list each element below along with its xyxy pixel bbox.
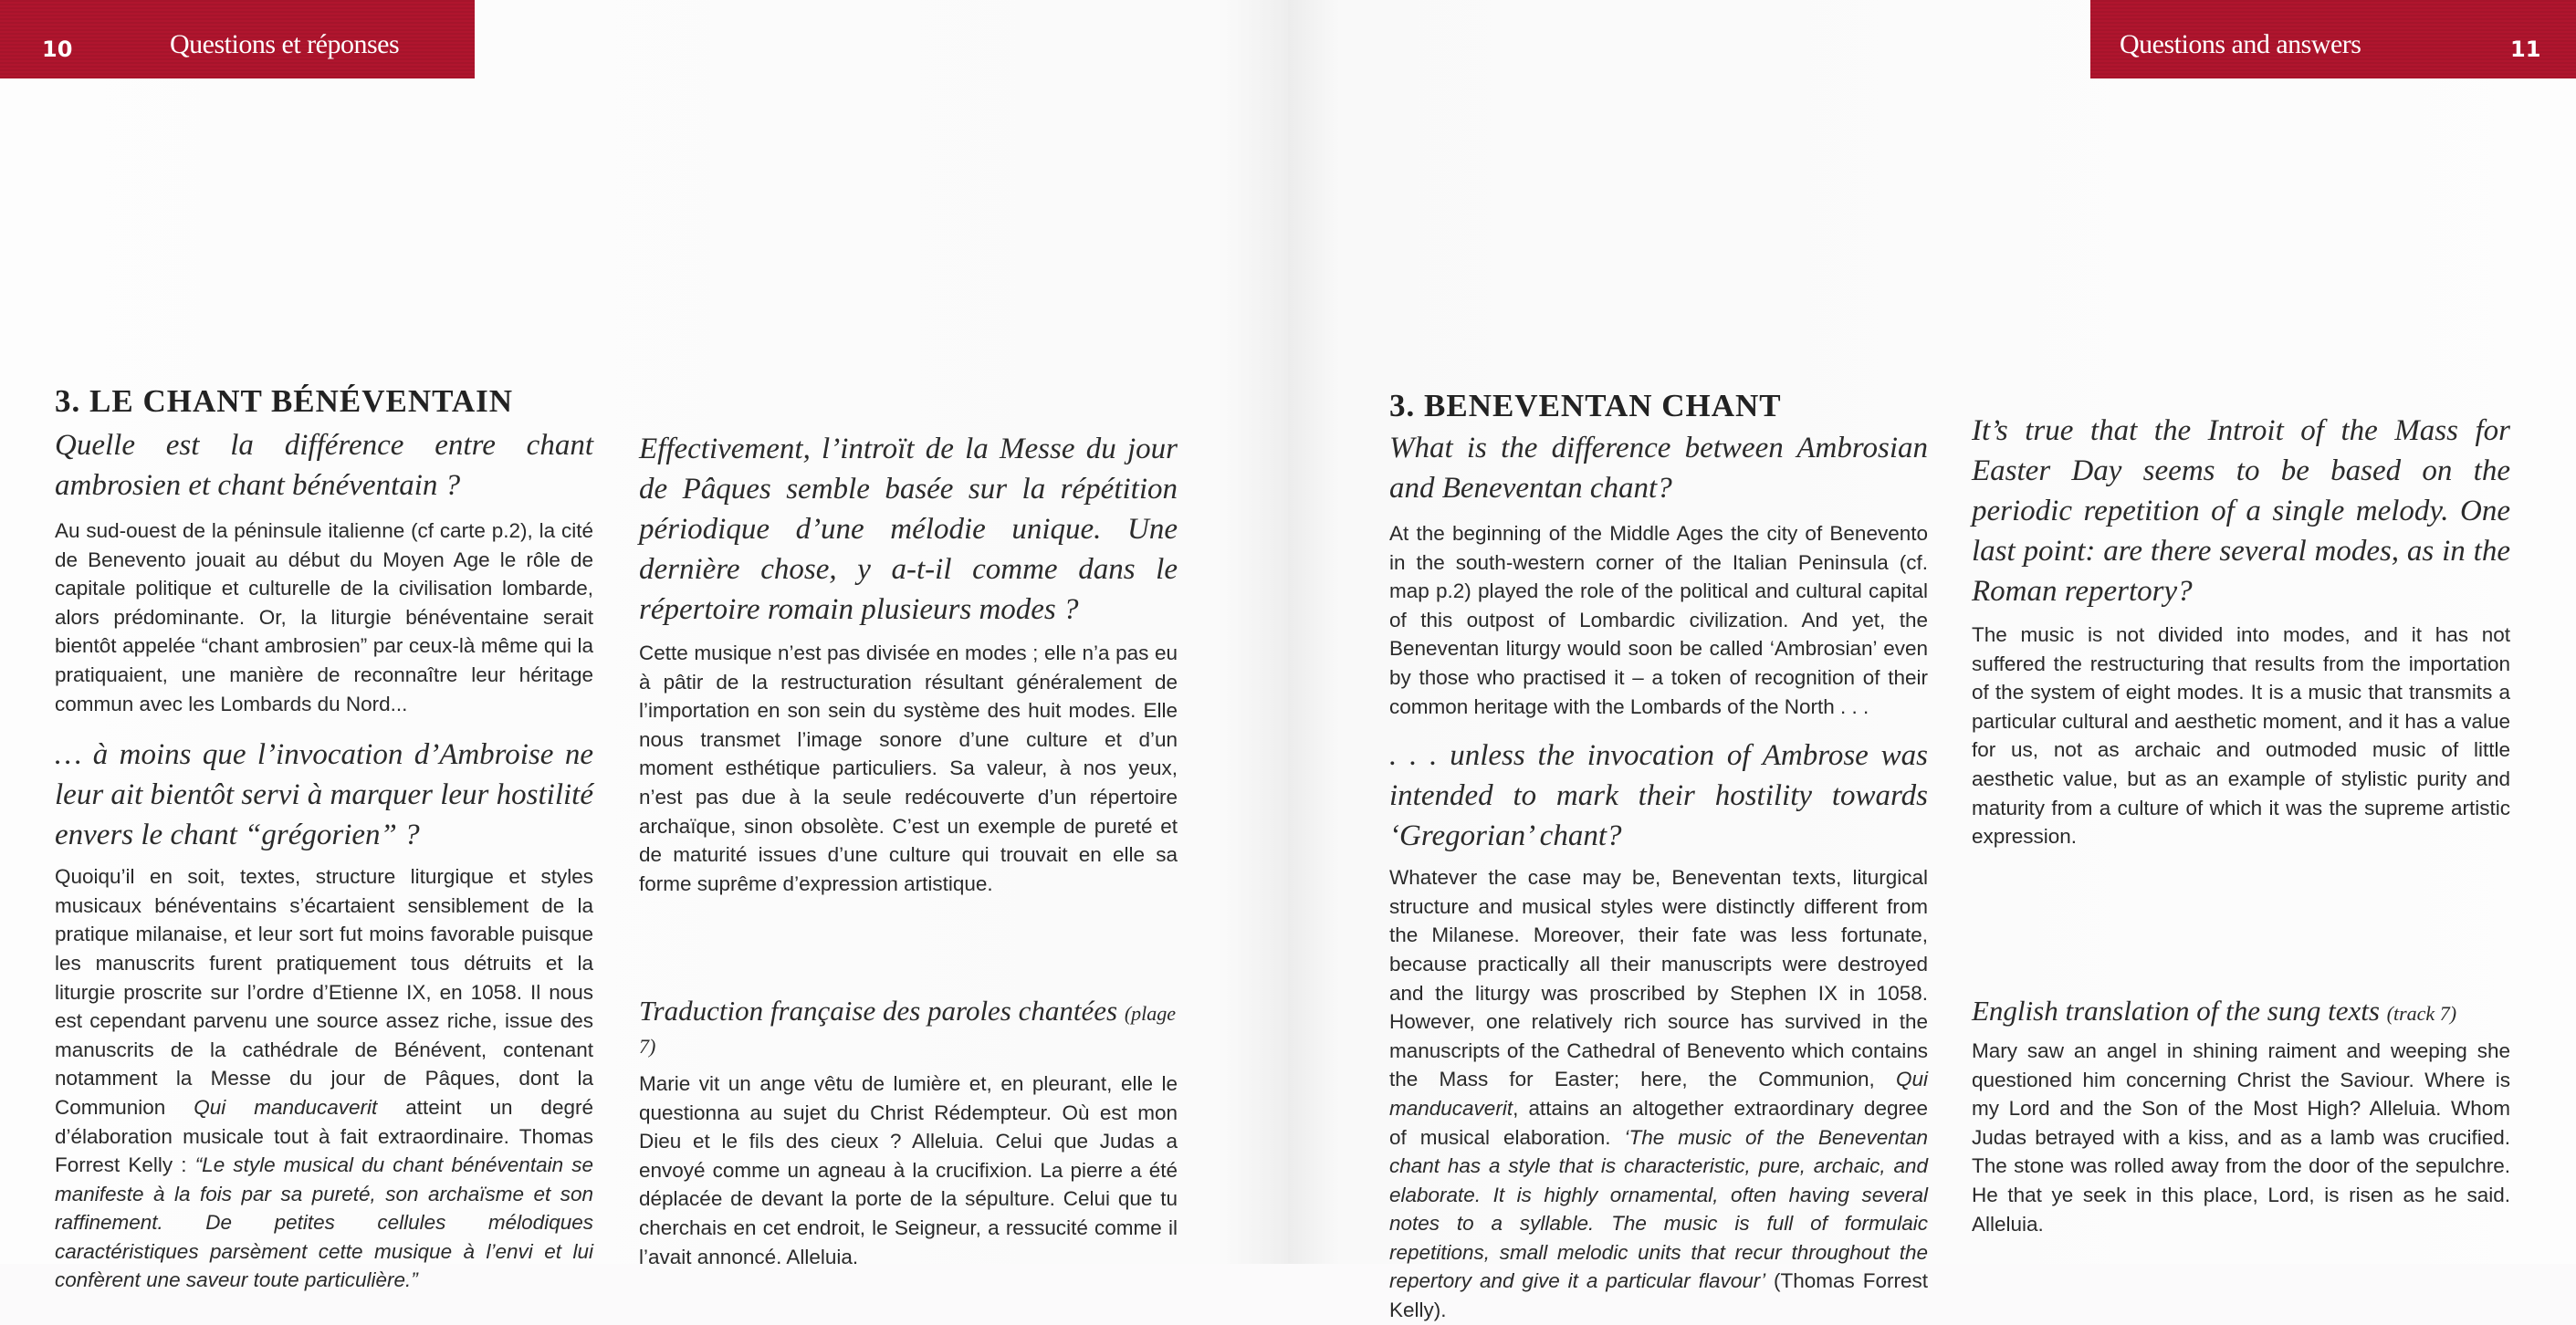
translation-french <box>639 995 1178 1271</box>
question: … à moins que l’invocation d’Ambroise ne leur ait bientôt servi à marquer leur hostilité envers le chant “grégorien” ? <box>55 738 593 852</box>
page-number: 11 <box>2510 37 2541 62</box>
translation-text: Mary saw an angel in shining raiment and weeping she questioned him concerning Christ the Saviour. Where is my Lord and the Son of the Most High? Alleluia. Whom Judas betrayed with a kiss, and as a lamb was crucified. The stone was rolled away from the door of the sepulchre. He that ye seek in this place, Lord, is risen as he said. Alleluia. <box>1972 1039 2510 1236</box>
answer-paragraph: At the beginning of the Middle Ages the city of Benevento in the south-western corner of the Italian Peninsula (cf. map p.2) played the role of the political and cultural capital of this outpost of Lombardic civilization. And yet, the Beneventan liturgy would soon be called ‘Ambrosian’ even by those who practised it – a token of recognition of their common heritage with the Lombards of the North . . . <box>1389 522 1928 718</box>
question: Effectivement, l’introït de la Messe du jour de Pâques semble basée sur la répétition périodique d’une mélodie unique. Une dernière chose, y a-t-il comme dans le répertoire romain plusieurs modes ? <box>639 433 1178 626</box>
column-french-1 <box>55 383 593 1295</box>
right-page <box>1288 0 2576 1322</box>
column-english-2 <box>1972 411 2510 851</box>
citation: (Thomas Forrest Kelly). <box>1389 1269 1928 1322</box>
translation-english <box>1972 995 2510 1238</box>
text: Whatever the case may be, Beneventan texts, liturgical structure and musical styles were distinctly different from the Milanese. Moreover, their fate was less fortunate, because practically all their manuscripts were destroyed and the liturgy was proscribed by Stephen IX in 1058. However, one relatively rich source has survived in the manuscripts of the Cathedral of Benevento which contains the Mass for Easter; here, the Communion, <box>1389 866 1928 1091</box>
text: Quoiqu’il en soit, textes, structure liturgique et styles musicaux bénéventains s’écartaient sensiblement de la pratique milanaise, et leur sort fut moins favorable puisque les manuscrits furent pratiquement tous détruits et la liturgie proscrite sur l’ordre d’Etienne IX, en 1058. Il nous est cependant parvenu une source assez riche, issue des manuscrits de la cathédrale de Bénévent, contenant notamment la Messe du jour de Pâques, dont la Communion <box>55 865 593 1119</box>
section-heading: 3. BENEVENTAN CHANT <box>1389 388 1782 423</box>
translation-heading <box>639 995 1178 1060</box>
question: What is the difference between Ambrosian and Beneventan chant? <box>1389 432 1928 505</box>
section-heading: 3. LE CHANT BÉNÉVENTAIN <box>55 383 514 419</box>
question: . . . unless the invocation of Ambrose was intended to mark their hostility towards ‘Gregorian’ chant? <box>1389 739 1928 853</box>
running-header-left <box>0 0 475 78</box>
column-french-2 <box>639 429 1178 898</box>
text: , attains an altogether extraordinary degree of musical elaboration. <box>1389 1096 1928 1149</box>
running-header-right <box>2090 0 2576 78</box>
left-page <box>0 0 1288 1292</box>
question: Quelle est la différence entre chant ambrosien et chant bénéventain ? <box>55 429 593 502</box>
page-number: 10 <box>42 37 73 62</box>
running-title: Questions and answers <box>2120 29 2361 59</box>
answer-paragraph: Au sud-ouest de la péninsule italienne (cf carte p.2), la cité de Benevento jouait au début du Moyen Age le rôle de capitale politique et culturelle de la civilisation lombarde, alors prédominante. Or, la liturgie bénéventaine serait bientôt appelée “chant ambrosien” par ceux-là même qui la pratiquaient, une manière de reconnaître leur héritage commun avec les Lombards du Nord... <box>55 519 593 715</box>
quotation: ‘The music of the Beneventan chant has a style that is characteristic, pure, archaic, and elaborate. It is highly ornamental, often having several notes to a syllable. The music is full of formulaic repetitions, small melodic units that recur throughout the repertory and give it a particular flavour’ <box>1389 1125 1928 1293</box>
column-english-1 <box>1389 388 1928 1325</box>
answer-paragraph: Cette musique n’est pas divisée en modes ; elle n’a pas eu à pâtir de la restructuration résultant généralement de l’importation en son sein du système des huit modes. Elle nous transmet l’image sonore d’une culture et d’un moment esthétique particuliers. Sa valeur, à nos yeux, n’est pas due à la seule redécouverte d’un répertoire archaïque, sinon obsolète. C’est un exemple de pureté et de maturité issues d’une culture qui trouvait en elle sa forme suprême d’expression artistique. <box>639 642 1178 895</box>
answer-paragraph <box>1389 863 1928 1325</box>
answer-paragraph: The music is not divided into modes, and it has not suffered the restructuring that results from the importation of the system of eight modes. It is a music that transmits a particular cultural and aesthetic moment, and it has a value for us, not as archaic and outmoded music of little aesthetic value, but as an example of stylistic purity and maturity from a culture of which it was the supreme artistic expression. <box>1972 623 2510 849</box>
work-title: Qui manducaverit <box>1389 1068 1928 1120</box>
running-title: Questions et réponses <box>170 29 400 59</box>
question: It’s true that the Introit of the Mass for Easter Day seems to be based on the periodic repetition of a single melody. One last point: are there several modes, as in the Roman repertory? <box>1972 414 2510 608</box>
heading-text: English translation of the sung texts <box>1972 995 2380 1027</box>
heading-text: Traduction française des paroles chantées <box>639 995 1118 1027</box>
track-label: (plage 7) <box>639 1002 1177 1058</box>
text: atteint un degré d’élaboration musicale tout à fait extraordinaire. Thomas Forrest Kelly : <box>55 1095 593 1177</box>
work-title: Qui manducaverit <box>194 1095 378 1119</box>
translation-text: Marie vit un ange vêtu de lumière et, en pleurant, elle le questionna au sujet du Christ Rédempteur. Où est mon Dieu et le fils des cieux ? Alleluia. Celui que Judas a envoyé comme un agneau à la crucifixion. La pierre a été déplacée de devant la porte de la sépulture. Celui que tu cherchais en cet endroit, le Seigneur, a ressucité comme il l’avait annoncé. Alleluia. <box>639 1072 1178 1268</box>
answer-paragraph <box>55 862 593 1295</box>
translation-heading <box>1972 995 2510 1028</box>
quotation: “Le style musical du chant bénéventain se manifeste à la fois par sa pureté, son archaïsme et son raffinement. De petites cellules mélodiques caractéristiques parsèment cette musique à l’envi et lui confèrent une saveur toute particulière.” <box>55 1153 593 1292</box>
track-label: (track 7) <box>2386 1002 2457 1025</box>
